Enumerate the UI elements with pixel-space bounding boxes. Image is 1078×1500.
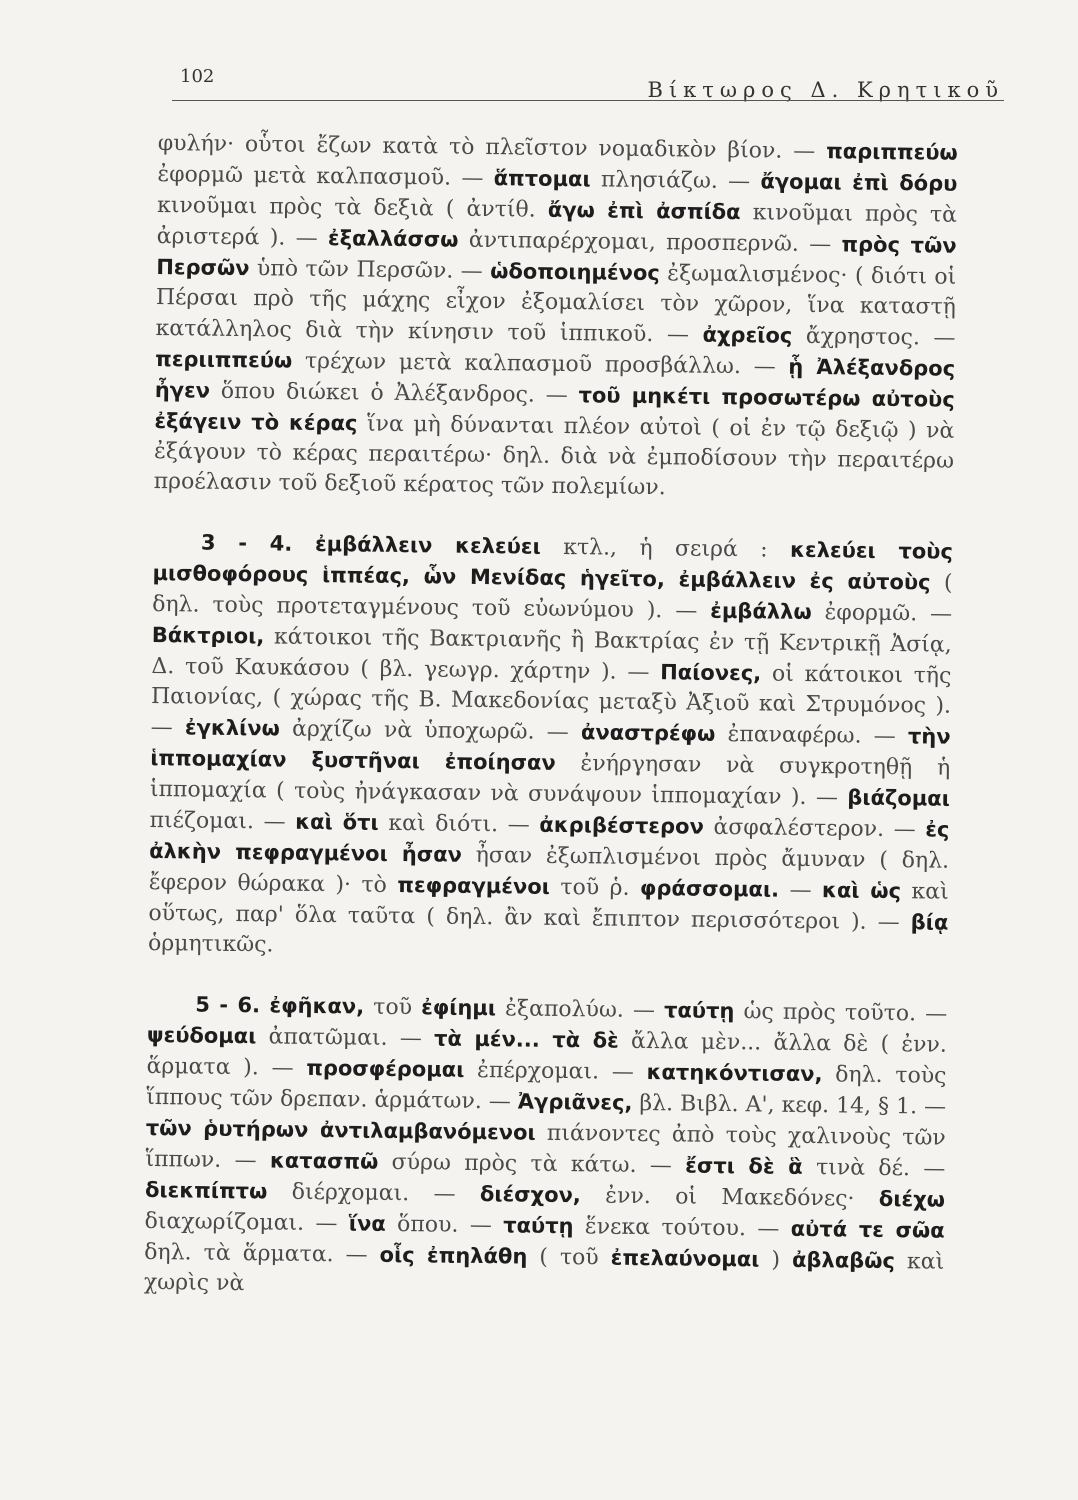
gloss-text: ἀσφαλέστερον. — xyxy=(703,814,926,843)
lemma-term: ἐξαλλάσσω xyxy=(327,226,459,252)
gloss-text: ἐξωμαλισμένος· ( διότι οἱ Πέρσαι πρὸ τῆς μάχης εἶχον ἐξομαλίσει τὸν χῶρον, ἵνα καταστῇ κατάλληλος διὰ τὴν κίνησιν τοῦ ἱππικοῦ. — xyxy=(155,261,957,348)
lemma-term: καὶ ὡς xyxy=(821,878,902,904)
running-head: Βίκτωρος Δ. Κρητικοῦ xyxy=(647,78,1004,102)
gloss-text: ( δηλ. τοὺς προτεταγμένους τοῦ εὐωνύμου ). — xyxy=(152,570,953,624)
paragraph-3-4 xyxy=(148,527,953,969)
header-rule xyxy=(172,100,1004,101)
lemma-term: ἀχρεῖος xyxy=(702,322,793,348)
gloss-text: κτλ., ἡ σειρά : xyxy=(540,534,791,563)
lemma-term: Βάκτριοι, xyxy=(151,622,265,649)
lemma-term: βίᾳ xyxy=(910,910,949,935)
gloss-text: ἐπέρχομαι. — xyxy=(464,1057,647,1086)
lemma-term: ἐμβάλλειν κελεύει xyxy=(314,531,541,559)
section-number: 5 - 6. xyxy=(195,992,270,1018)
lemma-term: φράσσομαι. xyxy=(639,875,780,902)
lemma-term: τὰ μέν... τὰ δὲ xyxy=(433,1026,619,1053)
gloss-text: τοῦ xyxy=(363,994,422,1021)
lemma-term: περιιππεύω xyxy=(155,346,293,373)
lemma-term: ταύτῃ xyxy=(663,998,735,1024)
gloss-text: ἦσαν ἐξωπλισμένοι πρὸς ἄμυναν ( δηλ. ἔφερον θώρακα )· τὸ xyxy=(148,842,950,898)
lemma-term: ἐφῆκαν, xyxy=(269,993,365,1019)
lemma-term: κελεύει τοὺς μισθοφόρους ἱππέας, ὧν Μενίδας ἡγεῖτο, ἐμβάλλειν ἐς αὐτοὺς xyxy=(152,537,954,595)
gloss-text: ( τοῦ xyxy=(527,1244,611,1271)
lemma-term: ἄγομαι ἐπὶ δόρυ xyxy=(760,169,958,196)
lemma-term: ἐγκλίνω xyxy=(184,715,281,741)
lemma-term: αὐτά τε σῶα xyxy=(790,1216,945,1243)
gloss-text: φυλήν· οὗτοι ἔζων κατὰ τὸ πλεῖστον νομαδικὸν βίον. — xyxy=(157,130,827,165)
lemma-term: ἄγω ἐπὶ ἀσπίδα xyxy=(547,197,741,225)
lemma-term: ἅπτομαι xyxy=(493,166,591,192)
gloss-text: τοῦ ῥ. xyxy=(549,874,641,901)
gloss-text: πλησιάζω. — xyxy=(590,167,761,195)
gloss-text: καὶ χωρὶς νὰ xyxy=(143,1249,945,1297)
gloss-text: δηλ. τοὺς ἵππους τῶν δρεπαν. ἁρμάτων. — xyxy=(146,1062,947,1115)
lemma-term: ἐπελαύνομαι xyxy=(610,1245,760,1272)
lemma-term: ἐς ἀλκὴν πεφραγμένοι ἦσαν xyxy=(149,817,950,867)
gloss-text: οἱ κάτοικοι τῆς Παιονίας, ( χώρας τῆς Β. Μακεδονίας μεταξὺ Ἀξιοῦ καὶ Στρυμόνος ). — xyxy=(150,661,952,741)
lemma-term: Ἀγριᾶνες, xyxy=(517,1089,633,1115)
lemma-term: ὡδοποιημένος xyxy=(490,259,660,286)
gloss-text: πιέζομαι. — xyxy=(149,807,296,835)
gloss-text: ὡς πρὸς τοῦτο. — xyxy=(734,999,948,1027)
gloss-text: κάτοικοι τῆς Βακτριανῆς ἢ Βακτρίας ἐν τῇ Κεντρικῇ Ἀσίᾳ, Δ. τοῦ Καυκάσου ( βλ. γεωγρ. χάρτην ). — xyxy=(151,624,952,686)
gloss-text: ἄλλα μὲν... ἄλλα δὲ ( ἐνν. ἅρματα ). — xyxy=(146,1028,948,1081)
gloss-text: τινὰ δέ. — xyxy=(802,1154,946,1182)
gloss-text: ἐπαναφέρω. — xyxy=(715,721,909,750)
gloss-text: ὅπου. — xyxy=(385,1211,504,1239)
lemma-term: πεφραγμένοι xyxy=(397,872,551,899)
lemma-term: κατασπῶ xyxy=(269,1148,379,1174)
gloss-text: ἐξαπολύω. — xyxy=(495,996,665,1024)
gloss-text: κινοῦμαι πρὸς τὰ δεξιὰ ( ἀντίθ. xyxy=(156,192,549,223)
lemma-term: τὴν ἱππομαχίαν ξυστῆναι ἐποίησαν xyxy=(150,724,951,775)
lemma-term: ψεύδομαι xyxy=(146,1022,257,1049)
gloss-text: ἐφορμῶ. — xyxy=(811,600,953,627)
lemma-term: ἀναστρέφω xyxy=(580,720,716,746)
gloss-text: ἄχρηστος. — xyxy=(792,323,956,351)
page-number: 102 xyxy=(180,66,215,87)
lemma-term: καὶ ὅτι xyxy=(295,809,379,835)
lemma-term: ταύτῃ xyxy=(503,1213,574,1239)
lemma-term: διέσχον, xyxy=(479,1182,582,1208)
gloss-text: διαχωρίζομαι. — xyxy=(144,1208,349,1237)
lemma-term: προσφέρομαι xyxy=(306,1055,465,1082)
lemma-term: τῶν ῥυτήρων ἀντιλαμβανόμενοι xyxy=(145,1115,536,1145)
lemma-term: ἐμβάλλω xyxy=(710,598,812,625)
paragraph-5-6 xyxy=(144,989,948,1308)
lemma-term: ἔστι δὲ ἃ xyxy=(685,1153,803,1179)
gloss-text: διέρχομαι. — xyxy=(267,1179,481,1208)
gloss-text: ἐνν. οἱ Μακεδόνες· xyxy=(580,1183,880,1212)
lemma-term: διεκπίπτω xyxy=(144,1177,268,1204)
lemma-term: ᾗ Ἀλέξανδρος ἦγεν xyxy=(154,354,956,403)
lemma-term: Παίονες, xyxy=(660,660,762,686)
gloss-text: ὑπὸ τῶν Περσῶν. — xyxy=(249,256,491,285)
lemma-term: πρὸς τῶν Περσῶν xyxy=(156,232,957,281)
lemma-term: παριππεύω xyxy=(826,139,958,165)
lemma-term: ἵνα xyxy=(348,1211,386,1236)
paragraph-1 xyxy=(153,128,957,507)
lemma-term: ἀβλαβῶς xyxy=(791,1247,896,1274)
lemma-term: οἷς ἐπηλάθη xyxy=(379,1242,528,1269)
gloss-text: δηλ. τὰ ἅρματα. — xyxy=(144,1239,380,1268)
gloss-text: καὶ διότι. — xyxy=(378,810,540,838)
lemma-term: ἀκριβέστερον xyxy=(539,812,704,839)
gloss-text: ἀντιπαρέρχομαι, προσπερνῶ. — xyxy=(458,227,842,258)
gloss-text: ἀρχίζω νὰ ὑποχωρῶ. — xyxy=(279,716,582,746)
gloss-text: τρέχων μετὰ καλπασμοῦ προσβάλλω. — xyxy=(292,348,789,380)
gloss-text: — xyxy=(778,877,823,904)
gloss-text: σύρω πρὸς τὰ κάτω. — xyxy=(378,1149,686,1179)
gloss-text: ὁρμητικῶς. xyxy=(147,930,274,958)
page-body xyxy=(143,128,958,1338)
gloss-text: ἵνα μὴ δύνανται πλέον αὐτοὶ ( οἱ ἐν τῷ δεξιῷ ) νὰ ἐξάγουν τὸ κέρας περαιτέρω· δηλ. διὰ νὰ ἐμποδίσουν τὴν περαιτέρω προέλασιν τοῦ δεξιοῦ κέρατος τῶν πολεμίων. xyxy=(153,411,955,501)
lemma-term: τοῦ μηκέτι προσωτέρω αὐτοὺς ἐξάγειν τὸ κέρας xyxy=(154,383,955,436)
gloss-text: πιάνοντες ἀπὸ τοὺς χαλινοὺς τῶν ἵππων. — xyxy=(145,1120,946,1174)
gloss-text: ἀπατῶμαι. — xyxy=(256,1024,435,1052)
lemma-term: ἐφίημι xyxy=(421,995,497,1021)
gloss-text: βλ. Βιβλ. Α', κεφ. 14, § 1. — xyxy=(632,1090,947,1120)
gloss-text: ) xyxy=(759,1247,793,1273)
lemma-term: βιάζομαι xyxy=(847,785,951,811)
gloss-text: κινοῦμαι πρὸς τὰ ἀριστερά ). — xyxy=(156,200,958,252)
lemma-term: κατηκόντισαν, xyxy=(646,1060,823,1087)
gloss-text: ἐφορμῶ μετὰ καλπασμοῦ. — xyxy=(157,161,494,192)
gloss-text: ἕνεκα τούτου. — xyxy=(573,1214,791,1242)
gloss-text: ἐνήργησαν νὰ συγκροτηθῇ ἡ ἱππομαχία ( τοὺς ἠνάγκασαν νὰ συνάψουν ἱππομαχίαν ). — xyxy=(149,750,951,811)
page-header xyxy=(172,60,1004,104)
gloss-text: ὅπου διώκει ὁ Ἀλέξανδρος. — xyxy=(209,378,579,409)
lemma-term: διέχω xyxy=(878,1186,946,1212)
gloss-text: καὶ οὕτως, παρ' ὅλα ταῦτα ( δηλ. ἂν καὶ ἔπιπτον περισσότεροι ). — xyxy=(148,879,949,936)
section-number: 3 - 4. xyxy=(200,530,316,556)
